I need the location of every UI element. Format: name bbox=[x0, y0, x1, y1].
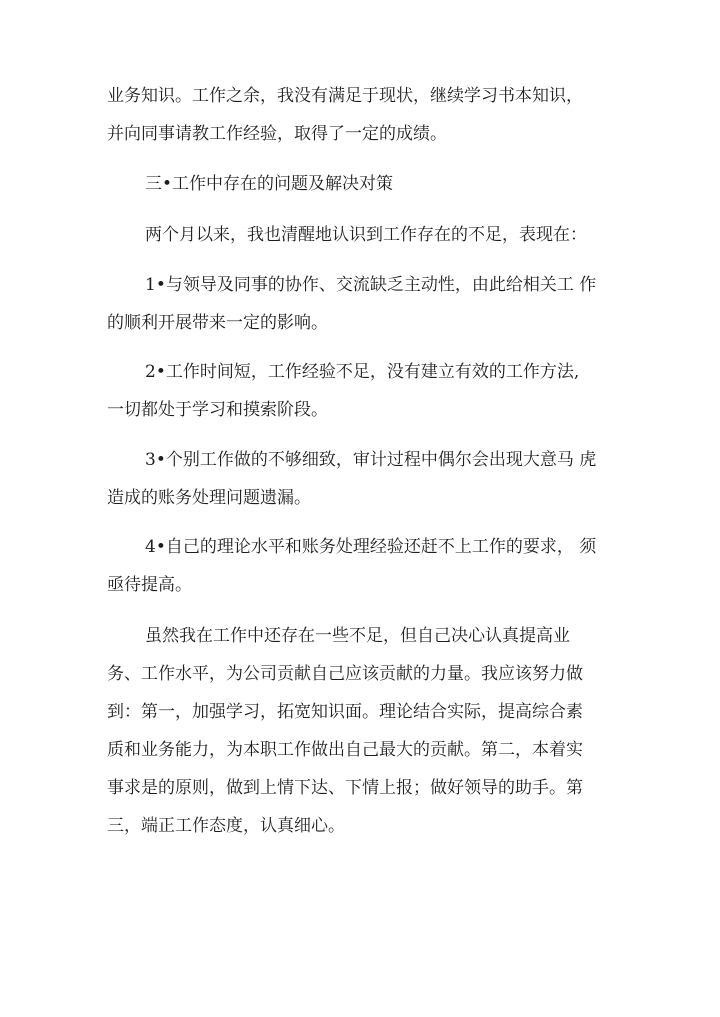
section-heading: 三•工作中存在的问题及解决对策 bbox=[145, 174, 394, 194]
text-line: 务、工作水平，为公司贡献自己应该贡献的力量。我应该努力做 bbox=[107, 664, 583, 684]
text-line: 三，端正工作态度，认真细心。 bbox=[107, 816, 345, 836]
list-item-line: 的顺利开展带来一定的影响。 bbox=[107, 313, 328, 333]
text-line: 质和业务能力，为本职工作做出自己最大的贡献。第二，本着实 bbox=[107, 740, 583, 760]
text-line: 事求是的原则，做到上情下达、下情上报；做好领导的助手。第 bbox=[107, 778, 583, 798]
list-item-line: 1•与领导及同事的协作、交流缺乏主动性，由此给相关工 作 bbox=[145, 275, 597, 295]
text-line: 业务知识。工作之余，我没有满足于现状，继续学习书本知识， bbox=[107, 86, 583, 106]
list-item-line: 一切都处于学习和摸索阶段。 bbox=[107, 400, 328, 420]
text-line: 虽然我在工作中还存在一些不足，但自己决心认真提高业 bbox=[145, 626, 570, 646]
list-item-line: 3•个别工作做的不够细致，审计过程中偶尔会出现大意马 虎 bbox=[145, 450, 597, 470]
list-item-line: 4•自己的理论水平和账务处理经验还赶不上工作的要求， 须 bbox=[145, 537, 597, 557]
list-item-line: 造成的账务处理问题遗漏。 bbox=[107, 488, 311, 508]
text-line: 并向同事请教工作经验，取得了一定的成绩。 bbox=[107, 124, 447, 144]
text-line: 两个月以来，我也清醒地认识到工作存在的不足，表现在： bbox=[145, 225, 587, 245]
list-item-line: 2•工作时间短，工作经验不足，没有建立有效的工作方法, bbox=[145, 362, 580, 382]
text-line: 到：第一，加强学习，拓宽知识面。理论结合实际，提高综合素 bbox=[107, 702, 583, 722]
list-item-line: 亟待提高。 bbox=[107, 575, 192, 595]
